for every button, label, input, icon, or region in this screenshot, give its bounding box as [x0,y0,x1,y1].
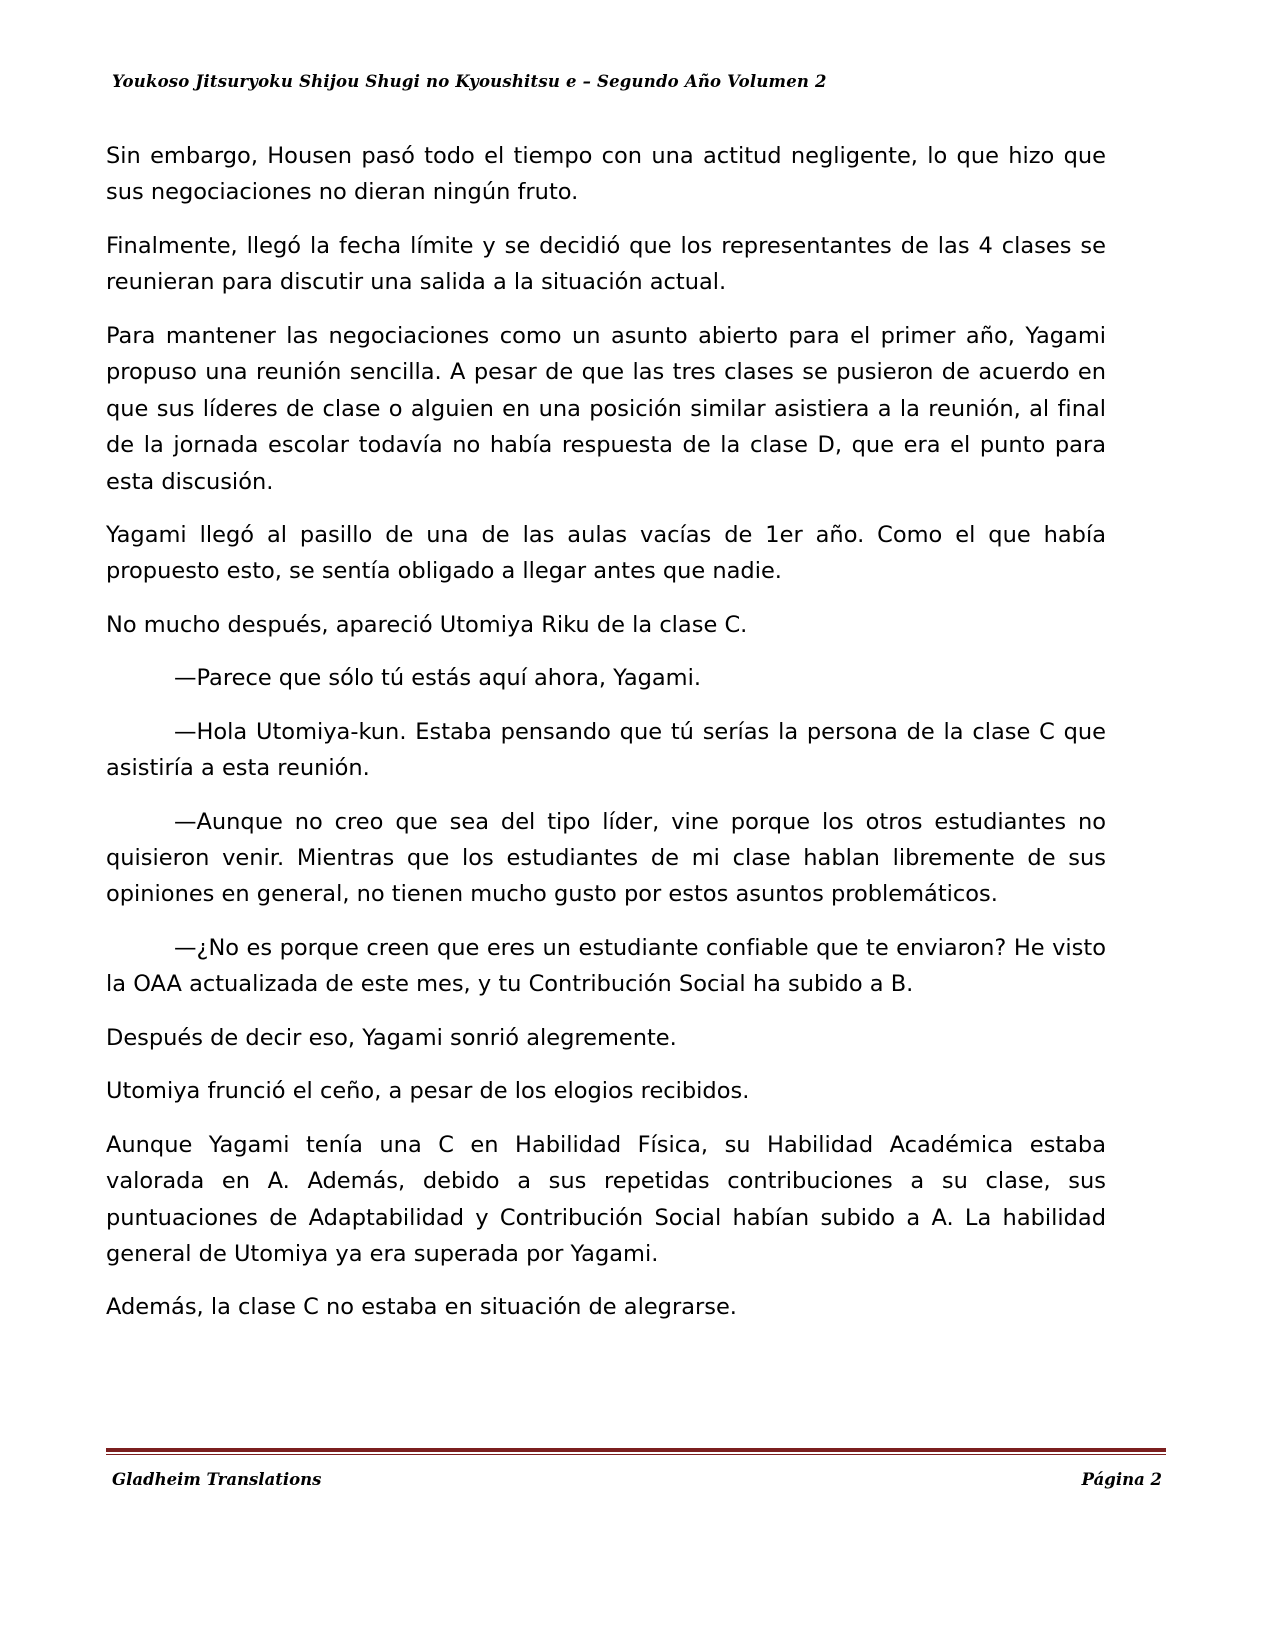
paragraph: Finalmente, llegó la fecha límite y se decidió que los representantes de las 4 clases se reunieran para discutir una salida a la situación actual. [106,232,1106,296]
paragraph: Aunque Yagami tenía una C en Habilidad Física, su Habilidad Académica estaba valorada en A. Además, debido a sus repetidas contribuciones a su clase, sus puntuaciones de Adaptabilidad y Contribución Social habían subido a A. La habilidad general de Utomiya ya era superada por Yagami. [106,1131,1106,1267]
header-title: Youkoso Jitsuryoku Shijou Shugi no Kyoushitsu e – Segundo Año Volumen 2 [112,72,827,91]
footer-translator-credit: Gladheim Translations [112,1470,322,1489]
paragraph: Sin embargo, Housen pasó todo el tiempo con una actitud negligente, lo que hizo que sus negociaciones no dieran ningún fruto. [106,143,1106,206]
dialogue-line: —¿No es porque creen que eres un estudiante confiable que te enviaron? He visto la OAA actualizada de este mes, y tu Contribución Social ha subido a B. [106,934,1106,998]
dialogue-line: —Hola Utomiya-kun. Estaba pensando que tú serías la persona de la clase C que asistiría a esta reunión. [106,718,1106,782]
paragraph: Después de decir eso, Yagami sonrió alegremente. [106,1024,677,1051]
footer-divider [106,1448,1166,1452]
paragraph: No mucho después, apareció Utomiya Riku de la clase C. [106,611,748,638]
document-body [106,138,1106,1326]
paragraph: Yagami llegó al pasillo de una de las aulas vacías de 1er año. Como el que había propuesto esto, se sentía obligado a llegar antes que nadie. [106,521,1106,585]
page-footer [112,1470,1162,1489]
dialogue-line: —Parece que sólo tú estás aquí ahora, Yagami. [174,665,702,692]
paragraph: Para mantener las negociaciones como un asunto abierto para el primer año, Yagami propuso una reunión sencilla. A pesar de que las tres clases se pusieron de acuerdo en que sus líderes de clase o alguien en una posición similar asistiera a la reunión, al final de la jornada escolar todavía no había respuesta de la clase D, que era el punto para esta discusión. [106,322,1106,495]
dialogue-line: —Aunque no creo que sea del tipo líder, vine porque los otros estudiantes no quisieron venir. Mientras que los estudiantes de mi clase hablan libremente de sus opiniones en general, no tienen mucho gusto por estos asuntos problemáticos. [106,808,1106,908]
paragraph: Además, la clase C no estaba en situación de alegrarse. [106,1294,737,1321]
footer-divider-thin [106,1454,1166,1455]
page-header [112,72,1167,91]
footer-page-number: Página 2 [1081,1470,1162,1489]
paragraph: Utomiya frunció el ceño, a pesar de los elogios recibidos. [106,1078,750,1105]
